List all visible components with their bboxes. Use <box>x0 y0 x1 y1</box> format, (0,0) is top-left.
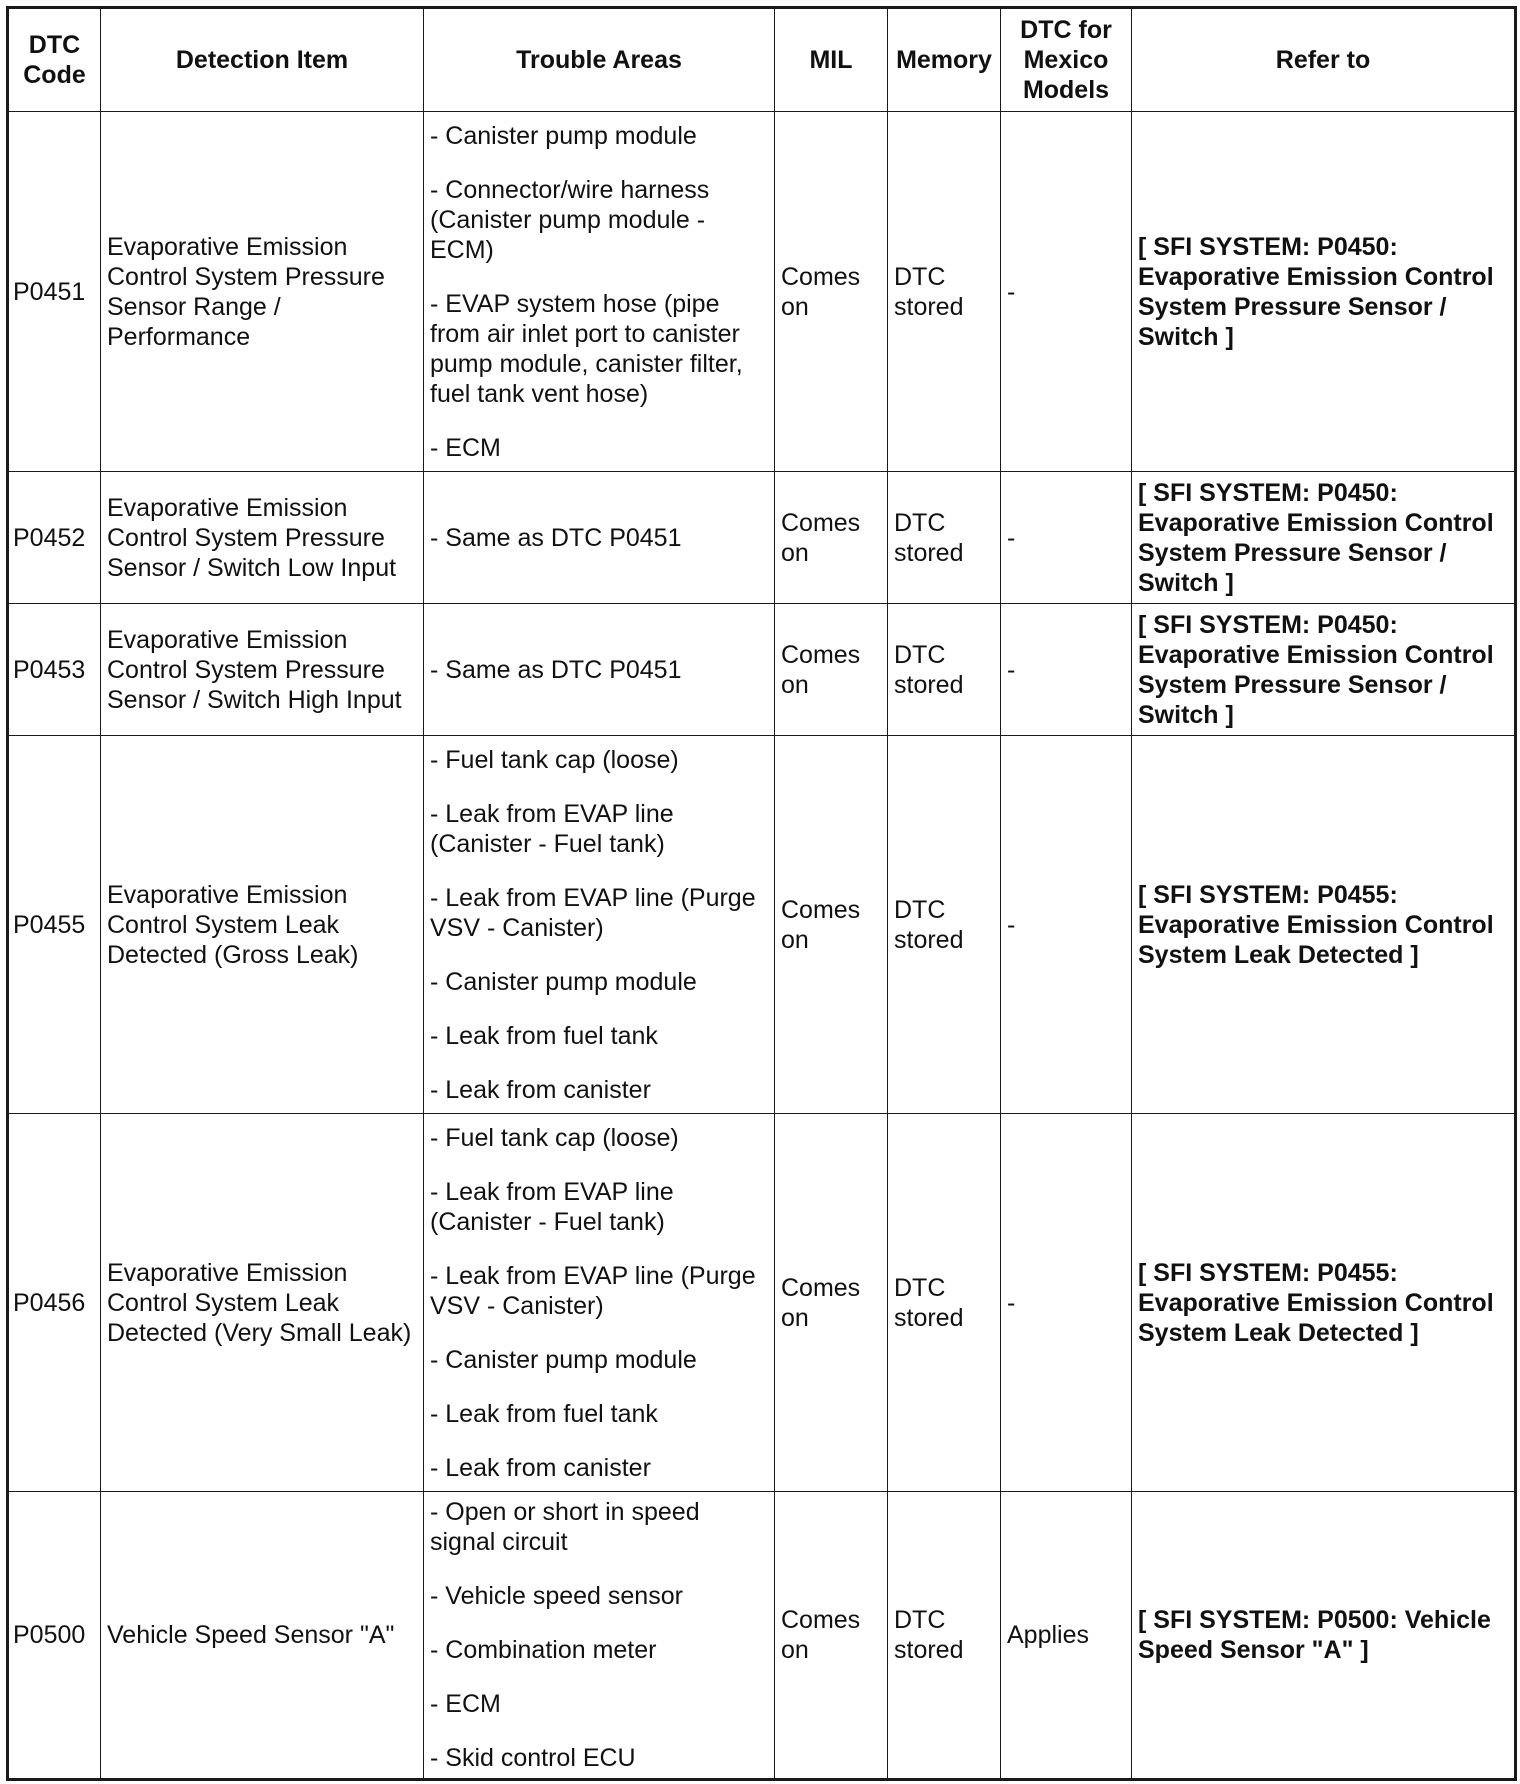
mexico-cell: - <box>1001 736 1132 1114</box>
trouble-area-item: - Combination meter <box>430 1636 657 1664</box>
header-mil: MIL <box>775 8 888 112</box>
trouble-areas-cell <box>424 472 775 604</box>
header-memory: Memory <box>888 8 1001 112</box>
trouble-area-item: - Same as DTC P0451 <box>430 655 682 684</box>
detection-item-cell: Evaporative Emission Control System Pressure Sensor Range / Performance <box>101 112 424 472</box>
trouble-areas-cell <box>424 604 775 736</box>
detection-item-cell: Vehicle Speed Sensor "A" <box>101 1492 424 1780</box>
trouble-area-item: - Canister pump module <box>430 121 697 150</box>
refer-link[interactable]: [ SFI SYSTEM: P0450: Evaporative Emission Control System Pressure Sensor / Switch ] <box>1132 112 1516 472</box>
dtc-code-cell: P0453 <box>8 604 101 736</box>
refer-link[interactable]: [ SFI SYSTEM: P0455: Evaporative Emission Control System Leak Detected ] <box>1132 736 1516 1114</box>
refer-link[interactable]: [ SFI SYSTEM: P0500: Vehicle Speed Sensor "A" ] <box>1132 1492 1516 1780</box>
trouble-area-item: - Same as DTC P0451 <box>430 523 682 552</box>
trouble-areas-cell <box>424 736 775 1114</box>
refer-link[interactable]: [ SFI SYSTEM: P0450: Evaporative Emission Control System Pressure Sensor / Switch ] <box>1132 472 1516 604</box>
trouble-area-item: - Leak from EVAP line (Canister - Fuel tank) <box>430 1177 674 1236</box>
trouble-areas-cell <box>424 112 775 472</box>
trouble-area-item: - Leak from canister <box>430 1453 651 1482</box>
trouble-area-item: - Skid control ECU <box>430 1744 636 1772</box>
table-row <box>8 736 1516 1114</box>
table-row <box>8 1114 1516 1492</box>
trouble-area-item: - ECM <box>430 433 501 462</box>
trouble-area-item: - Leak from EVAP line (Canister - Fuel tank) <box>430 799 674 858</box>
mexico-cell: Applies <box>1001 1492 1132 1780</box>
header-detection-item: Detection Item <box>101 8 424 112</box>
trouble-area-item: - Leak from fuel tank <box>430 1021 658 1050</box>
trouble-area-item: - Leak from EVAP line (Purge VSV - Canister) <box>430 1261 756 1320</box>
trouble-area-item: - Canister pump module <box>430 1345 697 1374</box>
trouble-area-item: - EVAP system hose (pipe from air inlet port to canister pump module, canister filter, fuel tank vent hose) <box>430 289 743 408</box>
trouble-area-item: - Leak from fuel tank <box>430 1399 658 1428</box>
mexico-cell: - <box>1001 112 1132 472</box>
mexico-cell: - <box>1001 604 1132 736</box>
memory-cell: DTC stored <box>888 112 1001 472</box>
table-row <box>8 472 1516 604</box>
trouble-area-item: - Fuel tank cap (loose) <box>430 745 679 774</box>
detection-item-cell: Evaporative Emission Control System Leak Detected (Gross Leak) <box>101 736 424 1114</box>
table-row <box>8 112 1516 472</box>
detection-item-cell: Evaporative Emission Control System Pressure Sensor / Switch High Input <box>101 604 424 736</box>
dtc-code-cell: P0451 <box>8 112 101 472</box>
mexico-cell: - <box>1001 1114 1132 1492</box>
refer-link[interactable]: [ SFI SYSTEM: P0450: Evaporative Emission Control System Pressure Sensor / Switch ] <box>1132 604 1516 736</box>
detection-item-cell: Evaporative Emission Control System Pressure Sensor / Switch Low Input <box>101 472 424 604</box>
header-trouble-areas: Trouble Areas <box>424 8 775 112</box>
dtc-table <box>6 6 1517 1781</box>
dtc-code-cell: P0452 <box>8 472 101 604</box>
mil-cell: Comes on <box>775 112 888 472</box>
header-row <box>8 8 1516 112</box>
table-row <box>8 1492 1516 1780</box>
header-refer-to: Refer to <box>1132 8 1516 112</box>
memory-cell: DTC stored <box>888 472 1001 604</box>
mexico-cell: - <box>1001 472 1132 604</box>
detection-item-cell: Evaporative Emission Control System Leak Detected (Very Small Leak) <box>101 1114 424 1492</box>
mil-cell: Comes on <box>775 472 888 604</box>
memory-cell: DTC stored <box>888 736 1001 1114</box>
trouble-area-item: - Open or short in speed signal circuit <box>430 1498 700 1556</box>
dtc-code-cell: P0456 <box>8 1114 101 1492</box>
table-row <box>8 604 1516 736</box>
mil-cell: Comes on <box>775 604 888 736</box>
trouble-areas-cell <box>424 1114 775 1492</box>
trouble-area-item: - Vehicle speed sensor <box>430 1582 683 1610</box>
memory-cell: DTC stored <box>888 1492 1001 1780</box>
refer-link[interactable]: [ SFI SYSTEM: P0455: Evaporative Emission Control System Leak Detected ] <box>1132 1114 1516 1492</box>
memory-cell: DTC stored <box>888 604 1001 736</box>
trouble-areas-cell <box>424 1492 775 1780</box>
header-dtc-code: DTC Code <box>8 8 101 112</box>
mil-cell: Comes on <box>775 736 888 1114</box>
trouble-area-item: - Leak from EVAP line (Purge VSV - Canister) <box>430 883 756 942</box>
memory-cell: DTC stored <box>888 1114 1001 1492</box>
dtc-code-cell: P0455 <box>8 736 101 1114</box>
trouble-area-item: - Fuel tank cap (loose) <box>430 1123 679 1152</box>
mil-cell: Comes on <box>775 1114 888 1492</box>
header-dtc-mexico: DTC for Mexico Models <box>1001 8 1132 112</box>
trouble-area-item: - ECM <box>430 1690 501 1718</box>
mil-cell: Comes on <box>775 1492 888 1780</box>
trouble-area-item: - Leak from canister <box>430 1075 651 1104</box>
trouble-area-item: - Canister pump module <box>430 967 697 996</box>
trouble-area-item: - Connector/wire harness (Canister pump module - ECM) <box>430 175 710 264</box>
dtc-code-cell: P0500 <box>8 1492 101 1780</box>
